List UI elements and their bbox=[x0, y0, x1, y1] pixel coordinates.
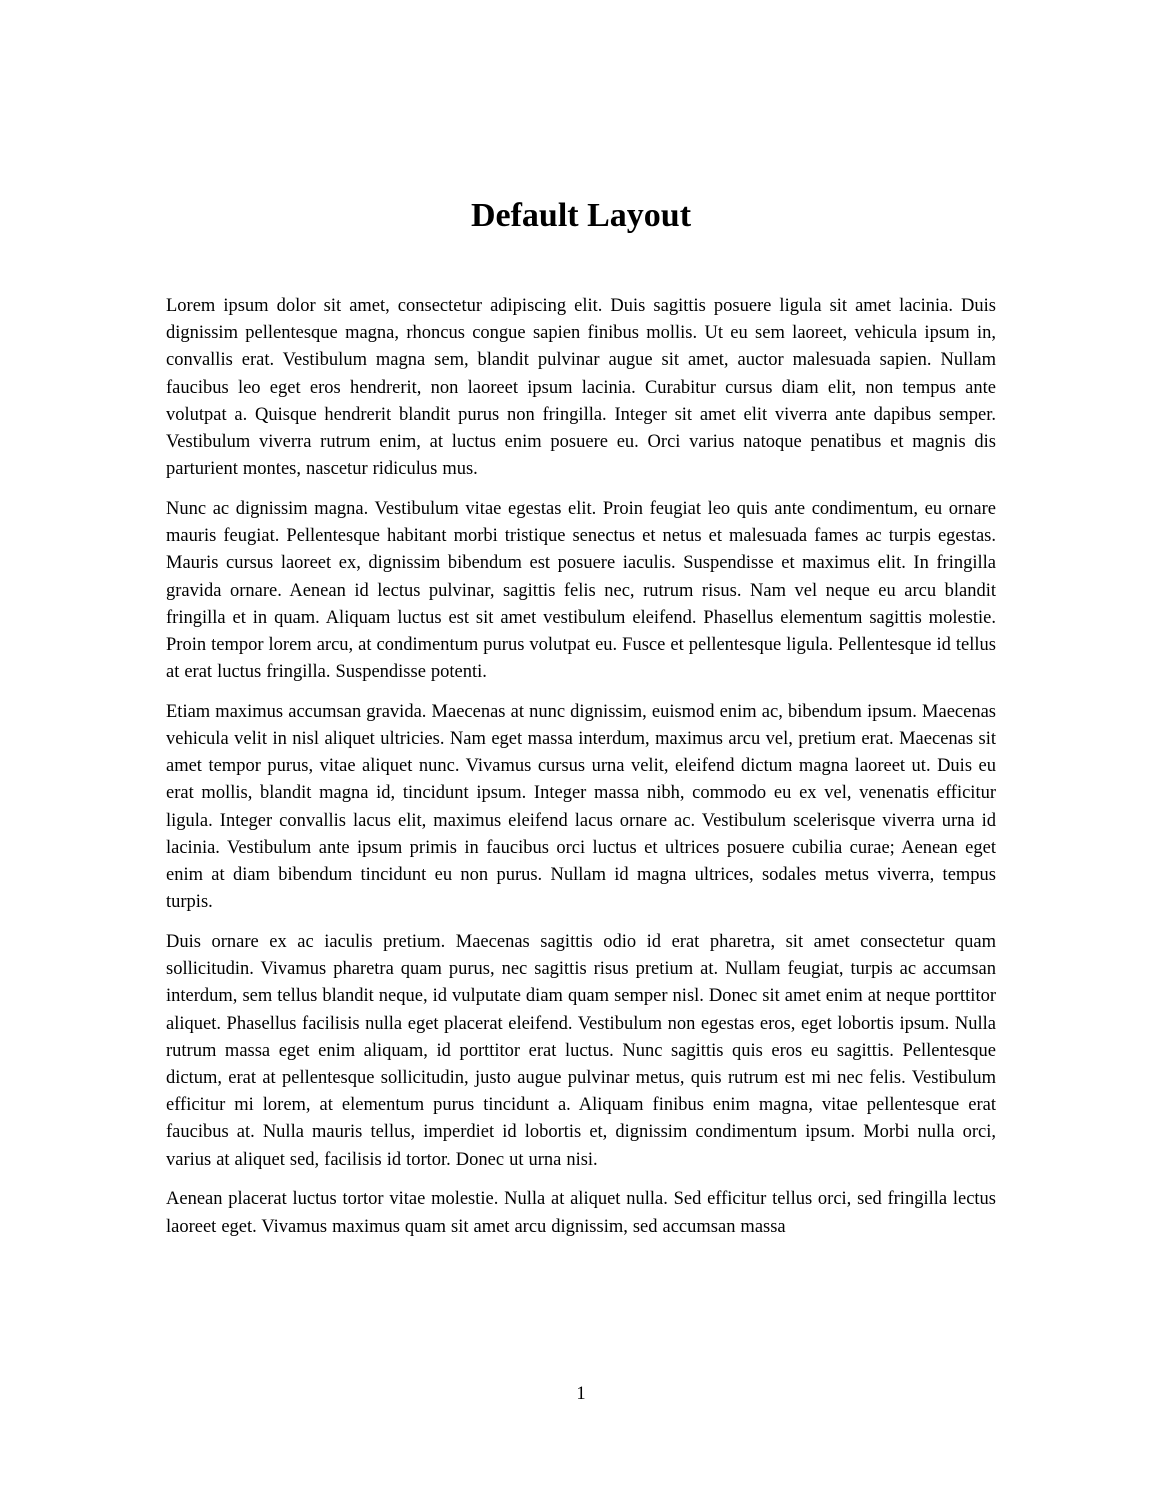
page-title: Default Layout bbox=[470, 197, 692, 234]
page-number: 1 bbox=[576, 1384, 586, 1404]
body-paragraph: Lorem ipsum dolor sit amet, consectetur adipiscing elit. Duis sagittis posuere ligula sit amet lacinia. Duis dignissim pellentesque magna, rhoncus congue sapien finibus mollis. Ut eu sem laoreet, vehicula ipsum in, convallis erat. Vestibulum magna sem, blandit pulvinar augue sit amet, auctor malesuada sapien. Nullam faucibus leo eget eros hendrerit, non laoreet ipsum lacinia. Curabitur cursus diam elit, non tempus ante volutpat a. Quisque hendrerit blandit purus non fringilla. Integer sit amet elit viverra ante dapibus semper. Vestibulum viverra rutrum enim, at luctus enim posuere eu. Orci varius natoque penatibus et magnis dis parturient montes, nascetur ridiculus mus. bbox=[166, 296, 996, 480]
text-column bbox=[166, 0, 996, 1253]
body-text bbox=[166, 293, 996, 1241]
body-paragraph: Nunc ac dignissim magna. Vestibulum vitae egestas elit. Proin feugiat leo quis ante condimentum, eu ornare mauris feugiat. Pellentesque habitant morbi tristique senectus et netus et malesuada fames ac turpis egestas. Mauris cursus laoreet ex, dignissim bibendum est posuere iaculis. Suspendisse et maximus elit. In fringilla gravida ornare. Aenean id lectus pulvinar, sagittis felis nec, rutrum risus. Nam vel neque eu arcu blandit fringilla et in quam. Aliquam luctus est sit amet vestibulum eleifend. Phasellus elementum sagittis molestie. Proin tempor lorem arcu, at condimentum purus volutpat eu. Fusce et pellentesque ligula. Pellentesque id tellus at erat luctus fringilla. Suspendisse potenti. bbox=[166, 498, 996, 683]
body-paragraph: Etiam maximus accumsan gravida. Maecenas at nunc dignissim, euismod enim ac, bibendum ipsum. Maecenas vehicula velit in nisl aliquet ultricies. Nam eget massa interdum, maximus arcu vel, pretium erat. Maecenas sit amet tempor purus, vitae aliquet nunc. Vivamus cursus urna velit, eleifend dictum magna laoreet ut. Duis eu erat mollis, blandit magna id, tincidunt ipsum. Integer massa nibh, commodo eu ex vel, venenatis efficitur ligula. Integer convallis lacus elit, maximus eleifend lacus ornare ac. Vestibulum scelerisque viverra urna id lacinia. Vestibulum ante ipsum primis in faucibus orci luctus et ultrices posuere cubilia curae; Aenean eget enim at diam bibendum tincidunt eu non purus. Nullam id magna ultrices, sodales metus viverra, tempus turpis. bbox=[166, 701, 996, 913]
body-paragraph: Aenean placerat luctus tortor vitae molestie. Nulla at aliquet nulla. Sed efficitur tellus orci, sed fringilla lectus laoreet eget. Vivamus maximus quam sit amet arcu dignissim, sed accumsan massa bbox=[166, 1189, 996, 1237]
body-paragraph: Duis ornare ex ac iaculis pretium. Maecenas sagittis odio id erat pharetra, sit amet consectetur quam sollicitudin. Vivamus pharetra quam purus, nec sagittis risus pretium at. Nullam feugiat, turpis ac accumsan interdum, sem tellus blandit neque, id vulputate diam quam semper nisl. Donec sit amet enim at neque porttitor aliquet. Phasellus facilisis nulla eget placerat eleifend. Vestibulum non egestas eros, eget lobortis ipsum. Nulla rutrum massa eget enim aliquam, id porttitor erat luctus. Nunc sagittis quis eros eu sagittis. Pellentesque dictum, erat at pellentesque sollicitudin, justo augue pulvinar metus, quis rutrum est mi nec felis. Vestibulum efficitur mi lorem, at elementum purus tincidunt a. Aliquam finibus enim magna, vitae pellentesque erat faucibus at. Nulla mauris tellus, imperdiet id lobortis et, dignissim condimentum ipsum. Morbi nulla orci, varius at aliquet sed, facilisis id tortor. Donec ut urna nisi. bbox=[166, 931, 996, 1170]
